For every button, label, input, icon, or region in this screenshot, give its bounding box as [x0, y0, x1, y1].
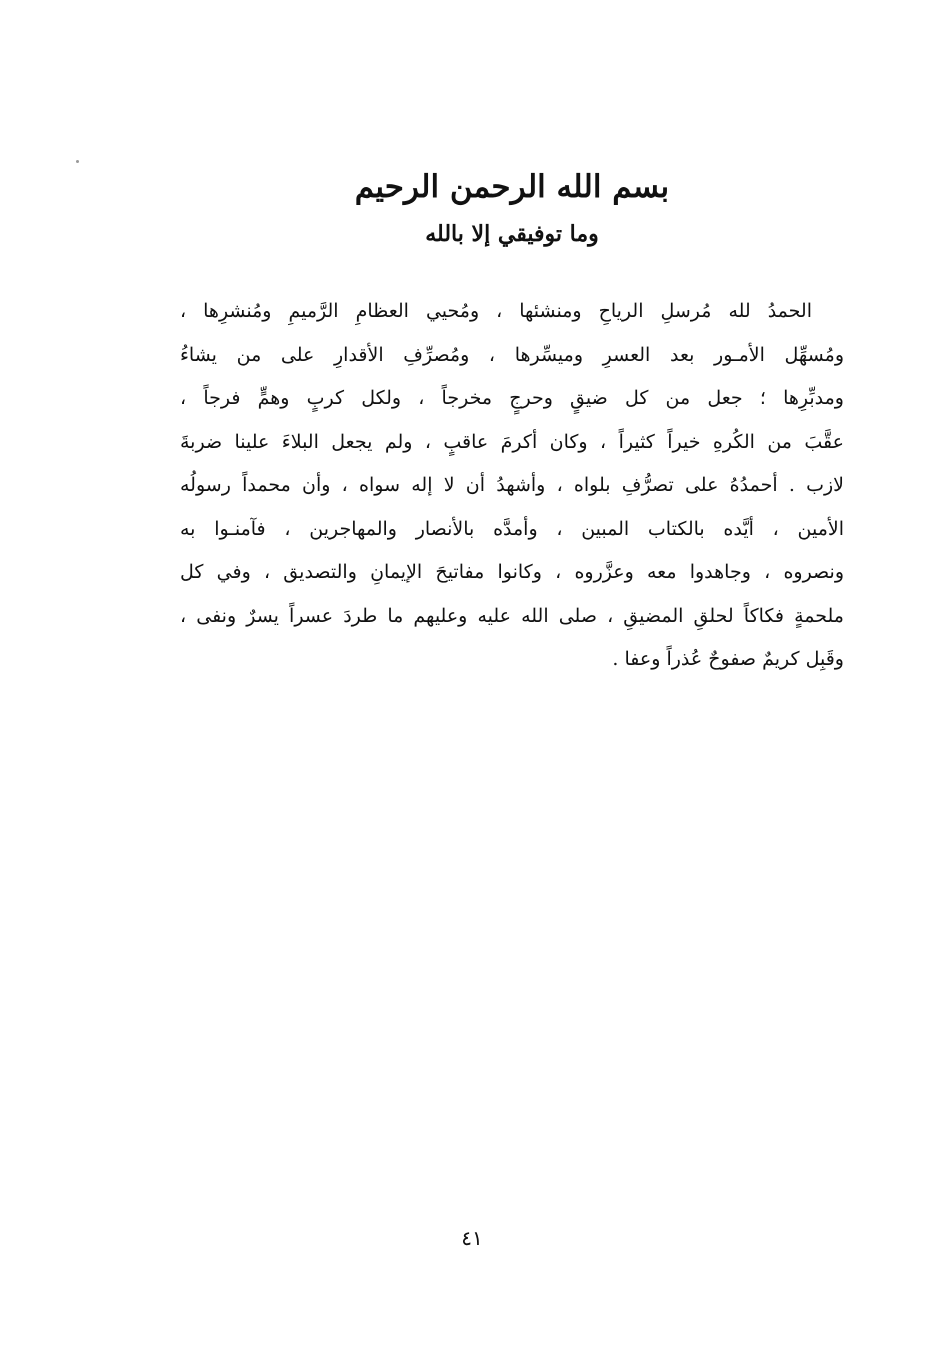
page-number: ٤١ — [461, 1226, 483, 1250]
text-line: الحمدُ لله مُرسلِ الرياحِ ومنشئها ، ومُحيي العظامِ الرَّميمِ ومُنشرِها ، — [180, 300, 812, 322]
text-line: عقَّبَ من الكُرهِ خيراً كثيراً ، وكان أكرمَ عاقبٍ ، ولم يجعل البلاءَ علينا ضربةَ — [180, 430, 844, 453]
text-line: وقَبِل كريمٌ صفوحٌ عُذراً وعفا . — [612, 648, 844, 670]
text-line: ومدبِّرِها ؛ جعل من كل ضيقٍ وحرجٍ مخرجاً ، ولكل كربٍ وهمٍّ فرجاً ، — [180, 387, 844, 409]
page-speck — [76, 160, 79, 163]
text-line: ونصروه ، وجاهدوا معه وعزَّروه ، وكانوا مفاتيحَ الإيمانِ والتصديق ، وفي كل — [180, 561, 844, 583]
text-line: لازب . أحمدُهُ على تصرُّفِ بلواه ، وأشهدُ أن لا إله سواه ، وأن محمداً رسولُه — [180, 474, 844, 496]
basmala-heading: بسم الله الرحمن الرحيم — [354, 169, 670, 205]
text-line: الأمين ، أيَّده بالكتاب المبين ، وأمدَّه بالأنصار والمهاجرين ، فآمنـوا به — [180, 517, 844, 540]
subtitle-heading: وما توفيقي إلا بالله — [425, 221, 599, 247]
text-line: ومُسهِّل الأمـور بعد العسرِ وميسِّرها ، ومُصرِّفِ الأقدارِ على من يشاءُ — [180, 343, 844, 366]
body-paragraph — [180, 290, 844, 682]
text-line: ملحمةٍ فكاكاً لحلقِ المضيقِ ، صلى الله عليه وعليهم ما طردَ عسراً يسرٌ ونفى ، — [180, 604, 844, 627]
